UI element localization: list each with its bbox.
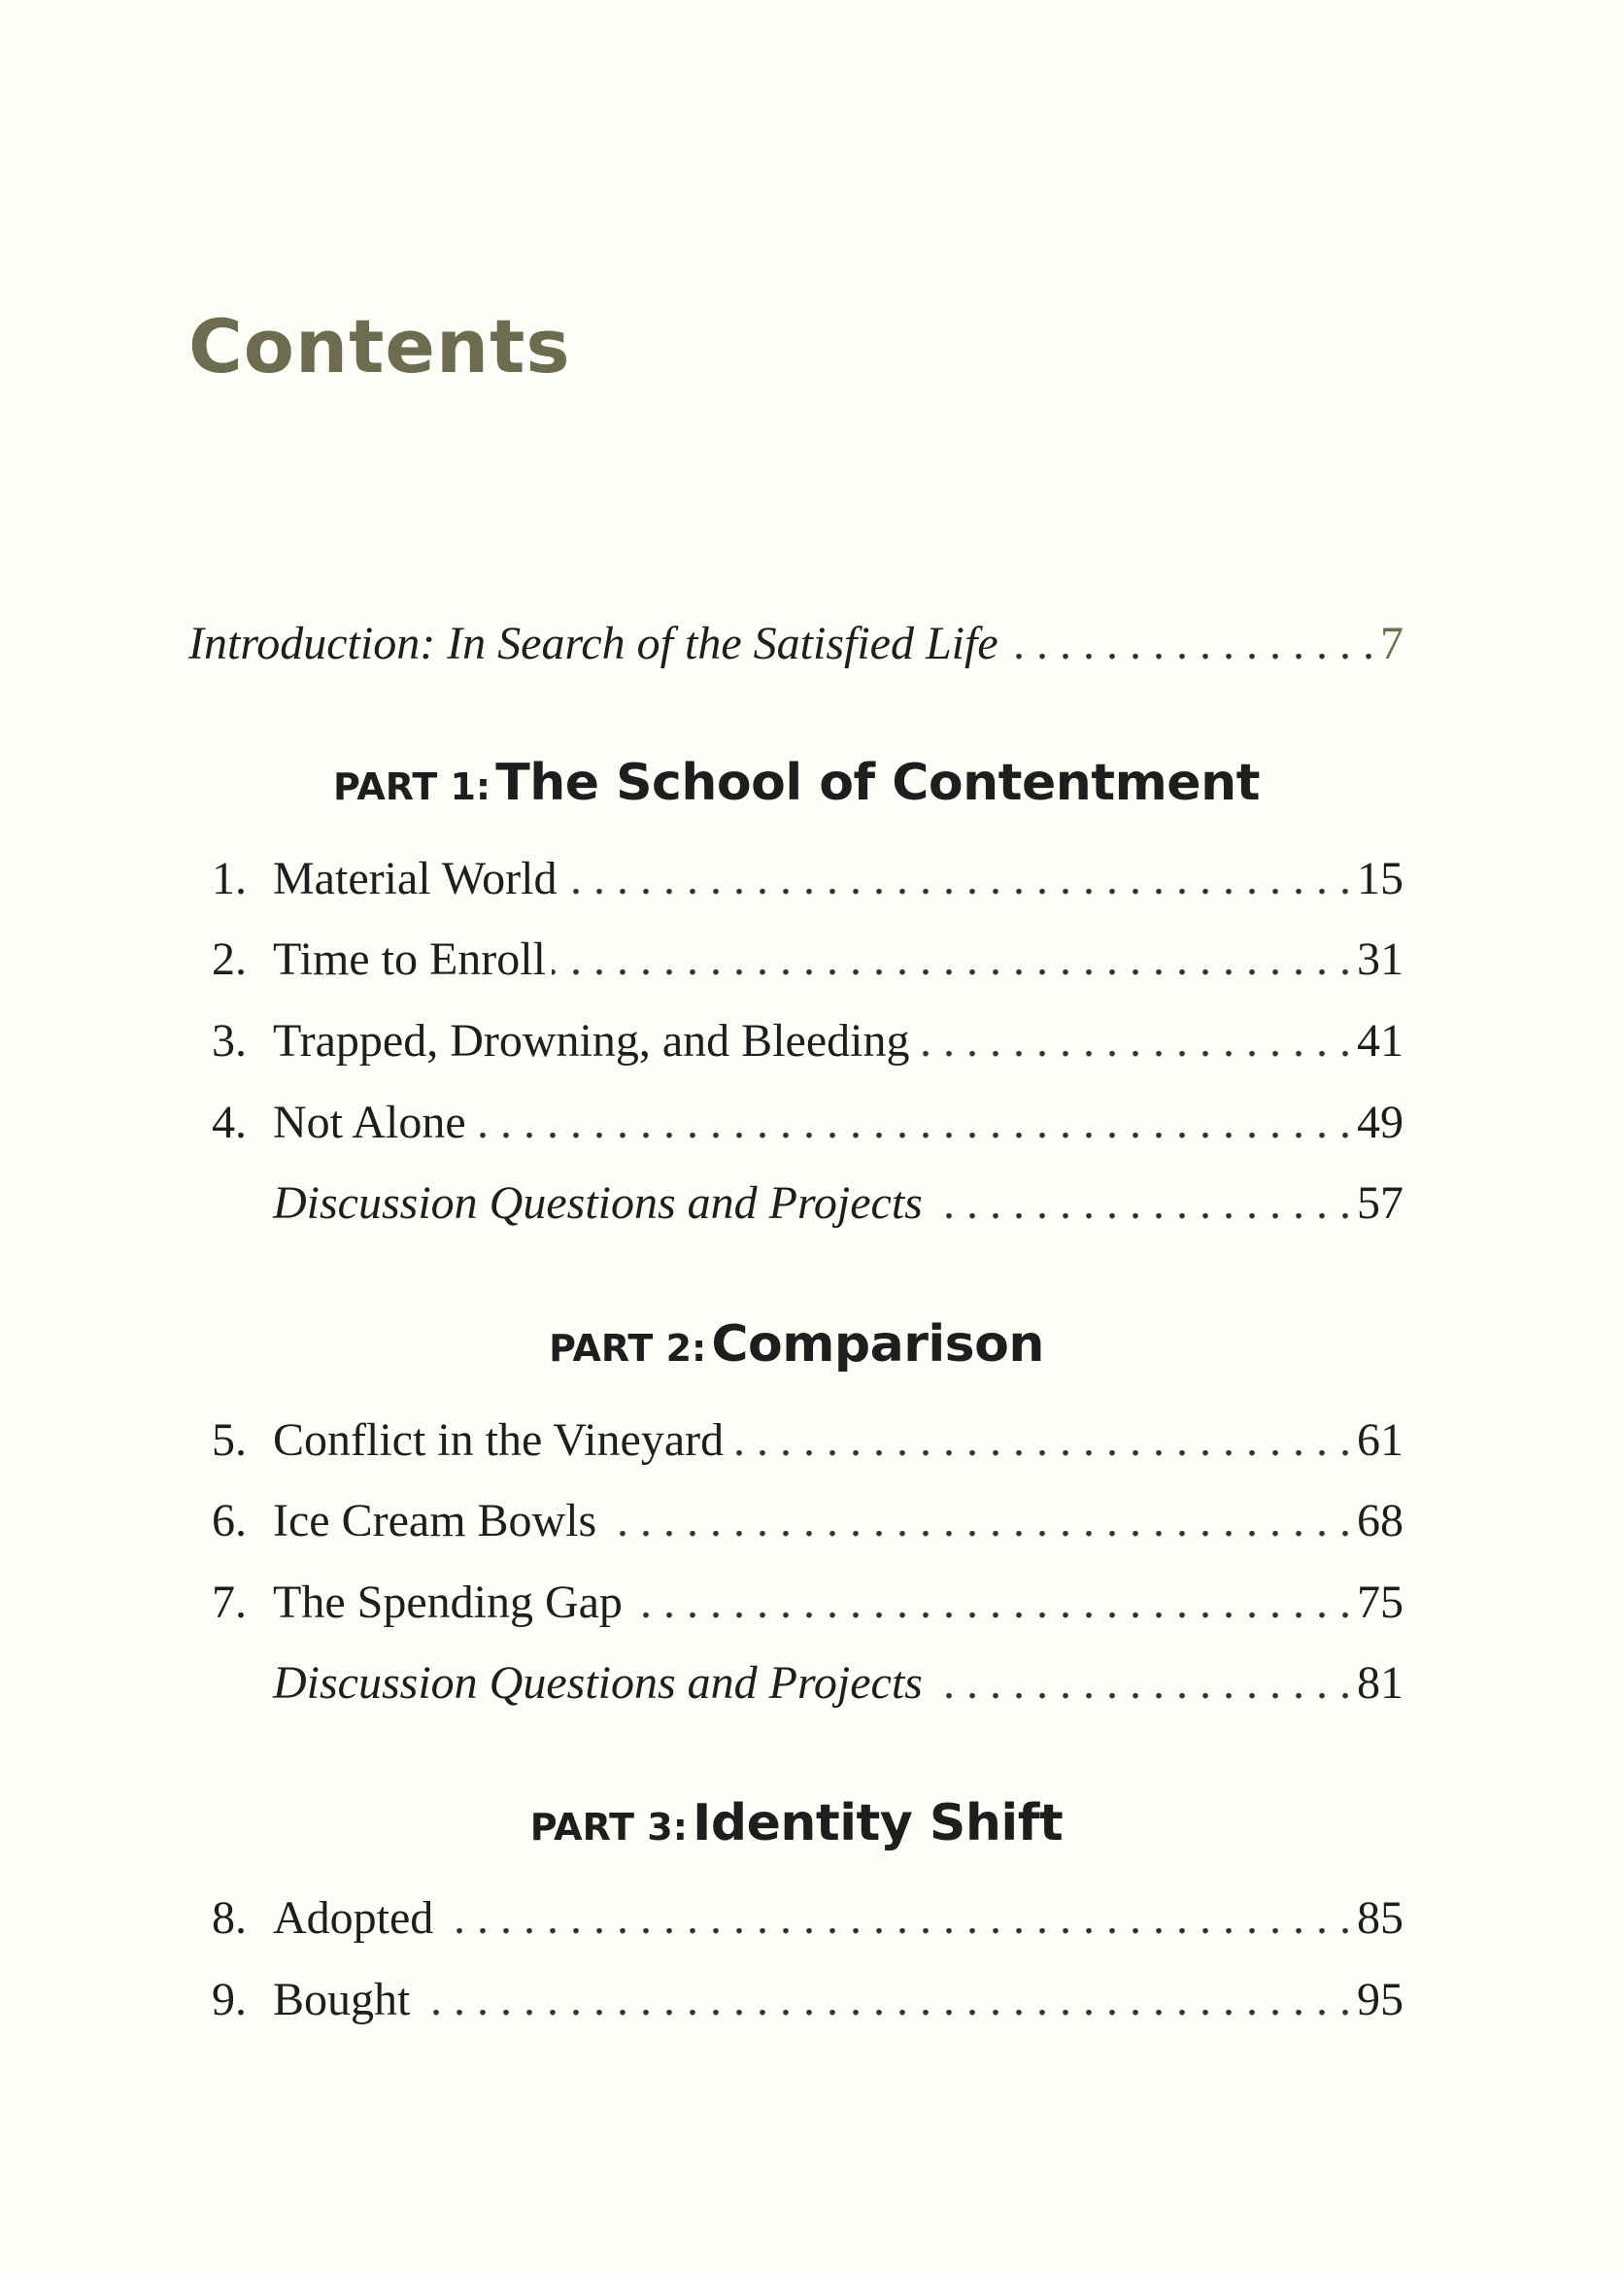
entry-label: Ice Cream Bowls — [273, 1495, 597, 1546]
part-label: PART 3: — [529, 1806, 688, 1849]
part-heading-1 — [0, 749, 1593, 817]
entry-label: The Spending Gap — [273, 1577, 623, 1628]
entry-page: 81 — [1357, 1657, 1404, 1709]
toc-entry[interactable] — [188, 931, 1404, 989]
entry-label: Adopted — [273, 1892, 434, 1944]
toc-entry[interactable] — [188, 1574, 1404, 1632]
dot-leader — [602, 1492, 1351, 1550]
toc-entry[interactable] — [188, 1094, 1404, 1152]
entry-page: 41 — [1357, 1015, 1404, 1067]
entry-page: 85 — [1357, 1892, 1404, 1944]
entry-number: 1. — [212, 853, 247, 904]
entry-number: 8. — [212, 1892, 247, 1944]
entry-label: Discussion Questions and Projects — [273, 1657, 923, 1709]
toc-entry[interactable] — [188, 1971, 1404, 2029]
entry-label: Time to Enroll — [273, 933, 546, 985]
toc-entry[interactable] — [188, 1889, 1404, 1948]
entry-number: 5. — [212, 1414, 247, 1466]
entry-page: 61 — [1357, 1414, 1404, 1466]
entry-page: 75 — [1357, 1577, 1404, 1628]
entry-number: 2. — [212, 933, 247, 985]
page-title: Contents — [188, 303, 571, 390]
entry-page: 49 — [1357, 1097, 1404, 1148]
dot-leader — [929, 1654, 1351, 1713]
entry-page: 7 — [1380, 618, 1404, 669]
entry-page: 15 — [1357, 853, 1404, 904]
entry-label: Trapped, Drowning, and Bleeding — [273, 1015, 910, 1067]
toc-entry-discussion[interactable] — [188, 1174, 1404, 1233]
toc-entry-introduction[interactable] — [188, 615, 1404, 673]
toc-entry[interactable] — [188, 1012, 1404, 1070]
dot-leader — [729, 1411, 1351, 1470]
part-label: PART 2: — [549, 1327, 707, 1370]
entry-label: Discussion Questions and Projects — [273, 1177, 923, 1229]
part-heading-3 — [0, 1789, 1593, 1857]
entry-label: Material World — [273, 853, 558, 904]
toc-entry[interactable] — [188, 1411, 1404, 1470]
toc-entry-discussion[interactable] — [188, 1654, 1404, 1713]
dot-leader — [1004, 615, 1374, 673]
dot-leader — [472, 1094, 1351, 1152]
toc-entry[interactable] — [188, 850, 1404, 908]
entry-page: 95 — [1357, 1974, 1404, 2025]
dot-leader — [628, 1574, 1351, 1632]
part-title: Comparison — [711, 1315, 1044, 1374]
entry-page: 31 — [1357, 933, 1404, 985]
entry-number: 3. — [212, 1015, 247, 1067]
part-title: Identity Shift — [693, 1794, 1064, 1852]
entry-label: Conflict in the Vineyard — [273, 1414, 725, 1466]
dot-leader — [416, 1971, 1351, 2029]
entry-label: Not Alone — [273, 1097, 466, 1148]
dot-leader — [439, 1889, 1351, 1948]
toc-entry[interactable] — [188, 1492, 1404, 1550]
entry-number: 7. — [212, 1577, 247, 1628]
dot-leader — [915, 1012, 1351, 1070]
entry-number: 9. — [212, 1974, 247, 2025]
entry-page: 57 — [1357, 1177, 1404, 1229]
entry-page: 68 — [1357, 1495, 1404, 1546]
entry-label: Bought — [273, 1974, 411, 2025]
part-heading-2 — [0, 1310, 1593, 1378]
entry-number: 6. — [212, 1495, 247, 1546]
part-label: PART 1: — [333, 765, 491, 808]
dot-leader — [563, 850, 1352, 908]
entry-label: Introduction: In Search of the Satisfied Life — [188, 618, 998, 669]
dot-leader — [552, 931, 1351, 989]
dot-leader — [929, 1174, 1351, 1233]
part-title: The School of Contentment — [495, 754, 1260, 812]
entry-number: 4. — [212, 1097, 247, 1148]
